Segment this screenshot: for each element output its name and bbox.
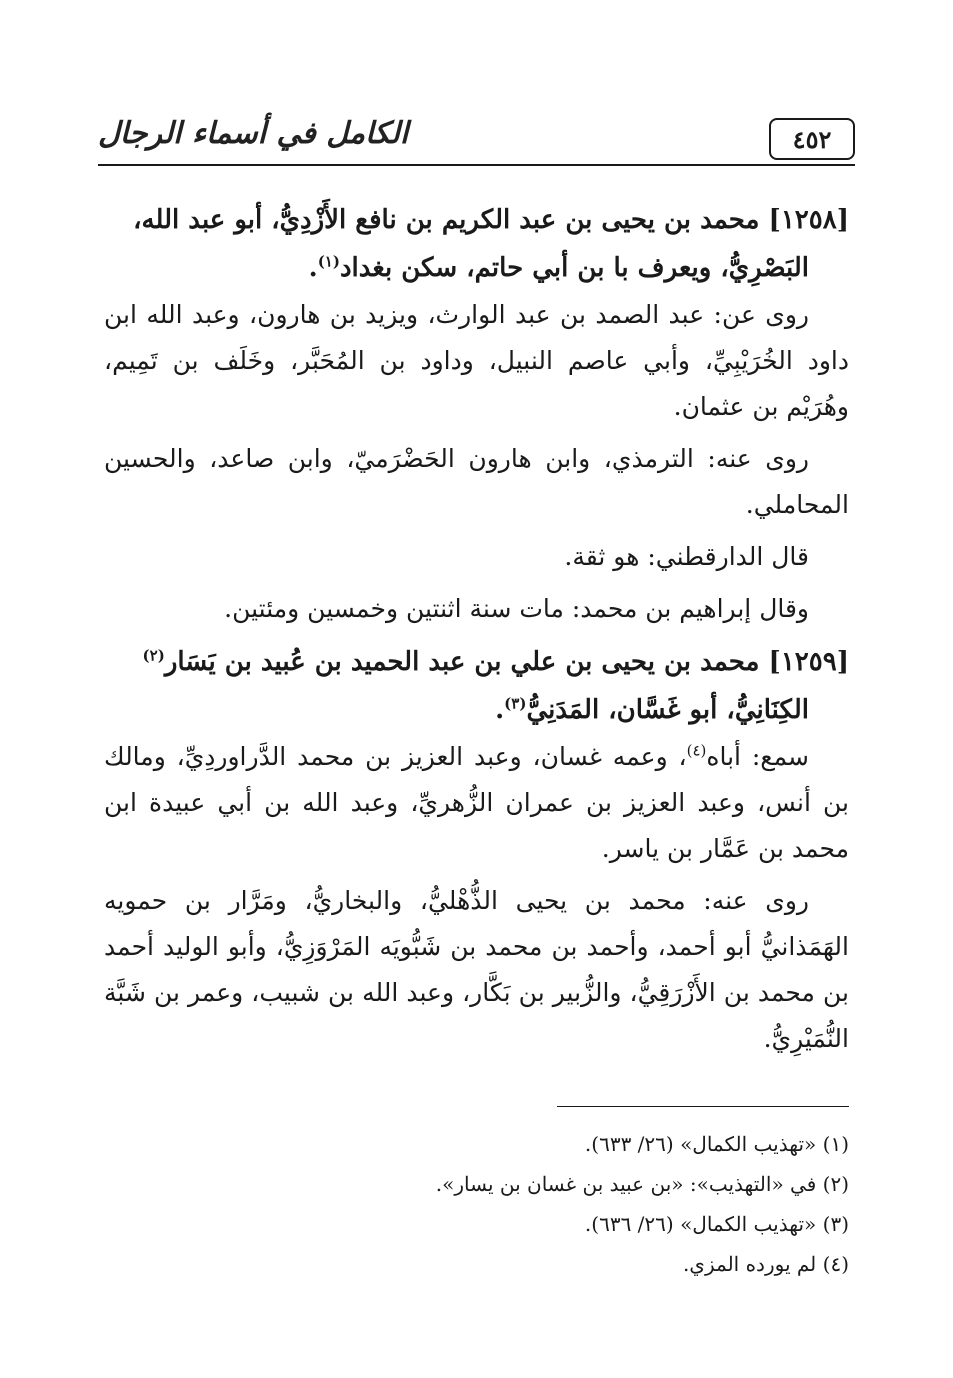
- paragraph: قال الدارقطني: هو ثقة.: [564, 542, 809, 571]
- paragraph: روى عنه: الترمذي، وابن هارون الحَضْرَميّ، وابن صاعد، والحسين المحاملي.: [104, 444, 849, 519]
- entry-heading-line2: البَصْرِيُّ، ويعرف با بن أبي حاتم، سكن بغداد: [339, 253, 809, 283]
- page-number: ٤٥٢: [769, 118, 855, 160]
- footnote: (٣) «تهذيب الكمال» (٢٦/ ٦٣٦).: [584, 1212, 849, 1236]
- footnote: (١) «تهذيب الكمال» (٢٦/ ٦٣٣).: [584, 1132, 849, 1156]
- entry-heading-line2-wrap: [104, 244, 849, 292]
- entry-heading-line1: [١٢٥٩] محمد بن يحيى بن علي بن عبد الحميد بن عُبيد بن يَسَار: [164, 647, 849, 677]
- heading-end: .: [308, 253, 318, 283]
- paragraph: وقال إبراهيم بن محمد: مات سنة اثنتين وخمسين ومئتين.: [224, 594, 809, 623]
- page-body: [104, 196, 849, 1068]
- entry-heading: [104, 196, 849, 292]
- paragraph: روى عنه: محمد بن يحيى الذُّهْليُّ، والبخاريُّ، ومَرَّار بن حمويه الهَمَذانيُّ أبو أحمد، وأحمد بن محمد بن شَبُّويَه المَرْوَزِيُّ، وأبو الوليد أحمد بن محمد بن الأَزْرَقِيُّ، والزُّبير بن بَكَّار، وعبد الله بن شبيب، وعمر بن شَبَّة النُّمَيْرِيُّ.: [104, 886, 849, 1053]
- paragraph-start: سمع: أباه: [706, 742, 809, 771]
- entry-heading-line1: [١٢٥٨] محمد بن يحيى بن عبد الكريم بن نافع الأَزْدِيُّ، أبو عبد الله،: [133, 205, 849, 235]
- footnote: (٢) في «التهذيب»: «بن عبيد بن غسان بن يسار».: [435, 1172, 849, 1196]
- footnote-ref: (١): [317, 252, 340, 271]
- paragraph-rest: ، وعمه غسان، وعبد العزيز بن محمد الدَّراوردِيِّ، ومالك بن أنس، وعبد العزيز بن عمران الزُّهريِّ، وعبد الله بن أبي عبيدة ابن محمد بن عَمَّار بن ياسر.: [104, 742, 849, 863]
- page-header: [98, 100, 855, 166]
- footnote-ref: (٢): [142, 646, 165, 665]
- heading-end: .: [495, 695, 505, 725]
- paragraph: [104, 734, 849, 872]
- footnote-ref: (٤): [686, 741, 707, 760]
- entry-heading-line2-wrap: [104, 686, 849, 734]
- footnote-separator: [557, 1106, 849, 1107]
- footnote-ref: (٣): [504, 694, 527, 713]
- book-title: الكامل في أسماء الرجال: [98, 116, 409, 151]
- paragraph: روى عن: عبد الصمد بن عبد الوارث، ويزيد بن هارون، وعبد الله ابن داود الخُرَيْبِيِّ، وأبي عاصم النبيل، وداود بن المُحَبَّر، وخَلَف بن تَمِيم، وهُرَيْم بن عثمان.: [104, 300, 849, 421]
- entry-heading: [104, 638, 849, 734]
- entry-1259: [104, 638, 849, 1062]
- entry-1258: [104, 196, 849, 632]
- entry-heading-line2: الكِنَانِيُّ، أبو غَسَّان، المَدَنِيُّ: [526, 695, 809, 725]
- footnote: (٤) لم يورده المزي.: [682, 1252, 849, 1276]
- footnotes: [104, 1124, 849, 1284]
